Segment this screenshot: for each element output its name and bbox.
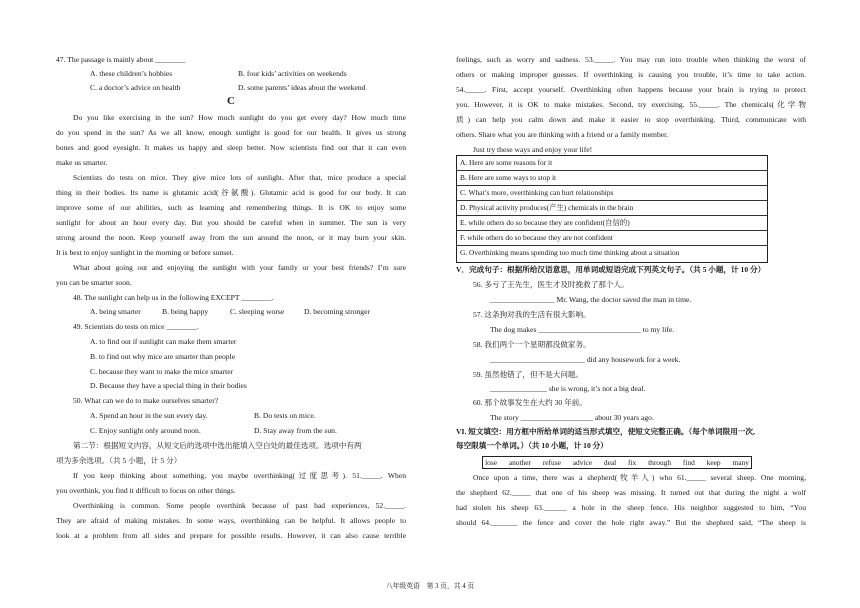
passage-d-line: Overthinking is common. Some people overthink because of past bad experiences, 52._____. [73, 501, 406, 510]
q48-option-a: A. being smarter [90, 307, 141, 316]
q49-option-a: A. to find out if sunlight can make them smarter [90, 337, 237, 346]
passage-c-line: sunlight for about an hour every day. But you should be careful when in summer. The sun is very [56, 218, 406, 227]
q50-option-a: A. Spend an hour in the sun every day. [90, 411, 208, 420]
section5-title: V．完成句子：根据所给汉语意思，用单词或短语完成下列英文句子。（共 5 小题，计 10 分） [456, 265, 766, 274]
q49-option-c: C. because they want to make the mice smarter [90, 367, 234, 376]
passage-c-line: make us smarter. [56, 158, 108, 167]
passage-c-line: It is best to enjoy sunlight in the morning or before sunset. [56, 248, 234, 257]
q47-options-row2 [56, 83, 406, 93]
q50-options-row2 [56, 426, 406, 436]
sentence-chinese: 59. 虽然他错了，但不是大问题。 [473, 370, 584, 379]
passage-c-line: do you spend in the sun? As we all know, enough sunlight is good for our health. It gives us strong [56, 128, 406, 137]
part2-instruction: 第二节：根据短文内容，从短文后的选项中选出能填入空白处的最佳选项。选项中有两 [73, 441, 362, 450]
passage-d-line: others. Share what you are thinking with a friend or a family member. [456, 130, 669, 139]
q48-option-b: B. being happy [162, 307, 209, 316]
passage-c-line: you can be smarter soon. [56, 278, 132, 287]
sentence-english: The story ___________________ about 30 years ago. [490, 413, 654, 422]
passage-e-line: had stolen his sheep 63.______ a hole in the sheep fence. His neighbor suggested to him, “You [456, 503, 806, 512]
section6-title: 每空限填一个单词。）（共 10 小题，计 10 分） [456, 441, 608, 450]
passage-d-line: Just try these ways and enjoy your life! [473, 145, 593, 154]
page-footer: 八年级英语 第 3 页，共 4 页 [385, 583, 475, 590]
option-item: A. Here are some reasons for it [460, 158, 553, 167]
sentence-english: _________________ Mr. Wang, the doctor saved the man in time. [490, 295, 692, 304]
sentence-english: _______________ she is wrong, it’s not a big deal. [490, 384, 646, 393]
q50-option-d: D. Stay away from the sun. [254, 426, 337, 435]
option-item: F. while others do so because they are not confident [460, 233, 613, 242]
q50-stem: 50. What can we do to make ourselves smarter? [73, 396, 219, 405]
passage-d-line: feelings, such as worry and sadness. 53._____. You may run into trouble when thinking the worst of [456, 55, 806, 64]
passage-e-line: should 64._______ the fence and cover the hole right away.” But the shepherd said, “The sheep is [456, 518, 806, 527]
q47-stem: 47. The passage is mainly about ________ [56, 55, 186, 64]
options-box [456, 155, 768, 263]
passage-d-line: look at a problem from all sides and prepare for possible results. However, it can also cause terrible [56, 531, 406, 540]
passage-d-line: If you keep thinking about something, you maybe overthinking(过度思考). 51._____. When [73, 471, 406, 480]
passage-c-line: bones and good eyesight. It makes us happy and sleep better. Now scientists find out that it can even [56, 143, 406, 152]
sentence-chinese: 57. 这条狗对我的生活有很大影响。 [473, 310, 591, 319]
q50-options-row1 [56, 411, 406, 421]
q47-options-row1 [56, 69, 406, 79]
q48-stem: 48. The sunlight can help us in the following EXCEPT ________. [73, 293, 274, 302]
q48-option-c: C. sleeping worse [230, 307, 285, 316]
passage-c-line: What about going out and enjoying the sunlight with your family or your best friends? I’m sure [73, 263, 406, 272]
sentence-chinese: 58. 我们两个一个星期都没做家务。 [473, 340, 591, 349]
passage-e-line: the shepherd 62._____ that one of his sheep was missing. It turned out that during the night a wolf [456, 488, 806, 497]
option-item: G. Overthinking means spending too much time thinking about a situation [460, 248, 680, 257]
word-box: lose another refuse advice deal fix through find keep many [482, 456, 752, 469]
q50-option-b: B. Do tests on mice. [254, 411, 316, 420]
q47-option-c: C. a doctor’s advice on health [90, 83, 181, 92]
passage-d-line: you overthink, you find it difficult to focus on other things. [56, 486, 236, 495]
option-item: D. Physical activity produces(产生) chemicals in the brain [460, 203, 634, 212]
q47-option-d: D. some parents’ ideas about the weekend [238, 83, 366, 92]
sentence-english: The dog makes ___________________________ to my life. [490, 325, 675, 334]
q49-stem: 49. Scientists do tests on mice ________. [73, 322, 199, 331]
passage-c-line: strong around the noon. Keep yourself away from the sun around the noon, or it may burn your skin. [56, 233, 406, 242]
sentence-chinese: 56. 多亏了王先生，医生才及时挽救了那个人。 [473, 280, 629, 289]
passage-d-line: you. However, it is OK to make mistakes. Second, try exercising. 55._____. The chemicals(化学物 [456, 100, 806, 109]
q48-option-d: D. becoming stronger [304, 307, 371, 316]
passage-d-line: 54._____. First, accept yourself. Overthinking often happens because your brain is trying to protect [456, 85, 806, 94]
sentence-chinese: 60. 那个故事发生在大约 30 年前。 [473, 398, 587, 407]
passage-e-line: Once upon a time, there was a shepherd(牧羊人) who 61._____ several sheep. One morning, [473, 473, 806, 482]
passage-c-line: Do you like exercising in the sun? How much sunlight do you get every day? How much time [73, 113, 406, 122]
q50-option-c: C. Enjoy sunlight only around noon. [90, 426, 201, 435]
passage-c-line: Scientists do tests on mice. They give mice lots of sunlight. After that, mice produce a special [73, 173, 406, 182]
passage-c-line: improve some of our abilities, such as learning and remembering things. It is OK to enjoy some [56, 203, 406, 212]
section6-title: VI. 短文填空：用方框中所给单词的适当形式填空，使短文完整正确。（每个单词限用一次, [456, 427, 755, 436]
passage-c-line: thing in their bodies. Its name is glutamic acid(谷氨酸). Glutamic acid is good for our body. It can [56, 188, 406, 197]
part2-instruction: 项为多余选项。（共 5 小题，计 5 分） [56, 456, 182, 465]
q48-options [56, 307, 406, 317]
q49-option-b: B. to find out why mice are smarter than people [90, 352, 236, 361]
q47-option-a: A. these children’s hobbies [90, 69, 173, 78]
passage-d-line: They are afraid of making mistakes. In some ways, overthinking can be helpful. It allows people to [56, 516, 406, 525]
passage-d-line: others or making improper guesses. If overthinking is causing you trouble, it’s time to take action. [456, 70, 806, 79]
option-item: E. while others do so because they are confident(自信的) [460, 218, 630, 227]
q49-option-d: D. Because they have a special thing in their bodies [90, 381, 247, 390]
option-item: B. Here are some ways to stop it [460, 173, 557, 182]
section-c-heading: C [227, 95, 235, 107]
option-item: C. What’s more, overthinking can hurt relationships [460, 188, 614, 197]
sentence-english: _________________________ did any housework for a week. [490, 355, 681, 364]
q47-option-b: B. four kids’ activities on weekends [238, 69, 347, 78]
passage-d-line: 质) can help you calm down and make it easier to stop overthinking. Third, communicate with [456, 115, 806, 124]
